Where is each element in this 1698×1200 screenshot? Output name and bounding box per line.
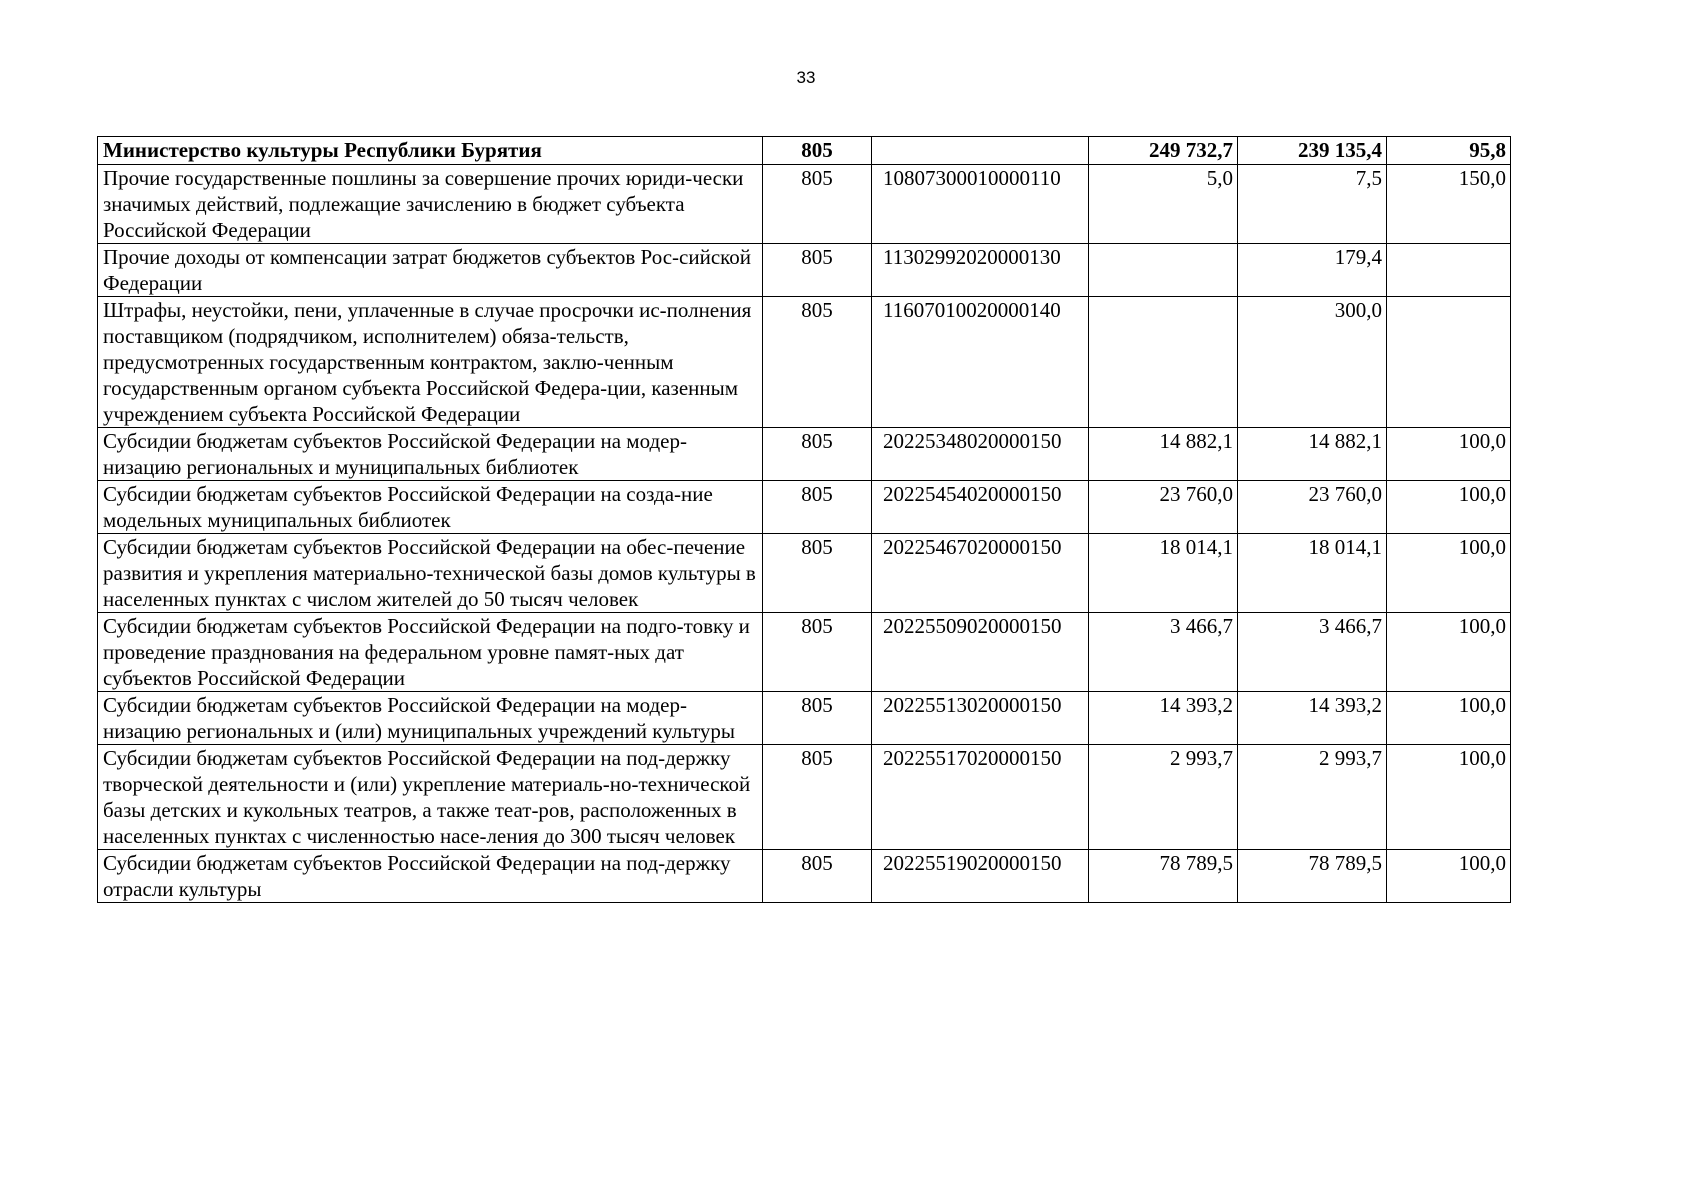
table-row [98,428,1511,481]
fact-amount-cell: 239 135,4 [1238,137,1387,165]
admin-code-cell: 805 [763,850,872,903]
plan-amount-cell: 249 732,7 [1089,137,1238,165]
plan-amount-cell: 3 466,7 [1089,613,1238,692]
row-name-cell: Прочие государственные пошлины за совершение прочих юриди-чески значимых действий, подлежащие зачислению в бюджет субъекта Российской Федерации [98,165,763,244]
percent-cell: 100,0 [1387,481,1511,534]
percent-cell [1387,244,1511,297]
kbk-code-cell: 10807300010000110 [872,165,1089,244]
percent-cell [1387,297,1511,428]
revenue-table [97,136,1511,903]
admin-code-cell: 805 [763,692,872,745]
table-row [98,481,1511,534]
kbk-code-cell: 20225467020000150 [872,534,1089,613]
admin-code-cell: 805 [763,534,872,613]
percent-cell: 100,0 [1387,745,1511,850]
table-row [98,297,1511,428]
row-name-cell: Субсидии бюджетам субъектов Российской Федерации на под-держку творческой деятельности и (или) укрепление материаль-но-технической базы детских и кукольных театров, а также теат-ров, расположенных в населенных пунктах с численностью насе-ления до 300 тысяч человек [98,745,763,850]
percent-cell: 100,0 [1387,613,1511,692]
kbk-code-cell: 20225513020000150 [872,692,1089,745]
row-name-cell: Штрафы, неустойки, пени, уплаченные в случае просрочки ис-полнения поставщиком (подрядчиком, исполнителем) обяза-тельств, предусмотренных государственным контрактом, заклю-ченным государственным органом субъекта Российской Федера-ции, казенным учреждением субъекта Российской Федерации [98,297,763,428]
kbk-code-cell: 20225519020000150 [872,850,1089,903]
percent-cell: 95,8 [1387,137,1511,165]
row-name-cell: Субсидии бюджетам субъектов Российской Федерации на модер-низацию региональных и муниципальных библиотек [98,428,763,481]
plan-amount-cell: 14 393,2 [1089,692,1238,745]
admin-code-cell: 805 [763,244,872,297]
table-row [98,850,1511,903]
percent-cell: 100,0 [1387,692,1511,745]
kbk-code-cell: 20225348020000150 [872,428,1089,481]
fact-amount-cell: 3 466,7 [1238,613,1387,692]
table-row [98,745,1511,850]
fact-amount-cell: 2 993,7 [1238,745,1387,850]
fact-amount-cell: 7,5 [1238,165,1387,244]
plan-amount-cell: 23 760,0 [1089,481,1238,534]
fact-amount-cell: 179,4 [1238,244,1387,297]
table-row [98,692,1511,745]
kbk-code-cell: 11607010020000140 [872,297,1089,428]
kbk-code-cell: 20225454020000150 [872,481,1089,534]
kbk-code-cell: 20225517020000150 [872,745,1089,850]
table-body [98,137,1511,903]
fact-amount-cell: 78 789,5 [1238,850,1387,903]
fact-amount-cell: 23 760,0 [1238,481,1387,534]
percent-cell: 100,0 [1387,534,1511,613]
kbk-code-cell [872,137,1089,165]
ministry-total-row [98,137,1511,165]
page-number: 33 [796,68,816,87]
fact-amount-cell: 14 393,2 [1238,692,1387,745]
percent-cell: 150,0 [1387,165,1511,244]
plan-amount-cell: 2 993,7 [1089,745,1238,850]
admin-code-cell: 805 [763,428,872,481]
row-name-cell: Субсидии бюджетам субъектов Российской Федерации на под-держку отрасли культуры [98,850,763,903]
admin-code-cell: 805 [763,745,872,850]
fact-amount-cell: 300,0 [1238,297,1387,428]
admin-code-cell: 805 [763,165,872,244]
plan-amount-cell: 5,0 [1089,165,1238,244]
kbk-code-cell: 11302992020000130 [872,244,1089,297]
table-row [98,244,1511,297]
percent-cell: 100,0 [1387,850,1511,903]
table-row [98,613,1511,692]
plan-amount-cell [1089,244,1238,297]
admin-code-cell: 805 [763,297,872,428]
plan-amount-cell: 14 882,1 [1089,428,1238,481]
admin-code-cell: 805 [763,481,872,534]
row-name-cell: Прочие доходы от компенсации затрат бюджетов субъектов Рос-сийской Федерации [98,244,763,297]
table-row [98,534,1511,613]
plan-amount-cell: 18 014,1 [1089,534,1238,613]
admin-code-cell: 805 [763,613,872,692]
ministry-name-cell: Министерство культуры Республики Бурятия [98,137,763,165]
plan-amount-cell: 78 789,5 [1089,850,1238,903]
row-name-cell: Субсидии бюджетам субъектов Российской Федерации на созда-ние модельных муниципальных библиотек [98,481,763,534]
fact-amount-cell: 18 014,1 [1238,534,1387,613]
row-name-cell: Субсидии бюджетам субъектов Российской Федерации на модер-низацию региональных и (или) муниципальных учреждений культуры [98,692,763,745]
table-row [98,165,1511,244]
percent-cell: 100,0 [1387,428,1511,481]
admin-code-cell: 805 [763,137,872,165]
plan-amount-cell [1089,297,1238,428]
row-name-cell: Субсидии бюджетам субъектов Российской Федерации на обес-печение развития и укрепления материально-технической базы домов культуры в населенных пунктах с числом жителей до 50 тысяч человек [98,534,763,613]
kbk-code-cell: 20225509020000150 [872,613,1089,692]
fact-amount-cell: 14 882,1 [1238,428,1387,481]
row-name-cell: Субсидии бюджетам субъектов Российской Федерации на подго-товку и проведение празднования на федеральном уровне памят-ных дат субъектов Российской Федерации [98,613,763,692]
